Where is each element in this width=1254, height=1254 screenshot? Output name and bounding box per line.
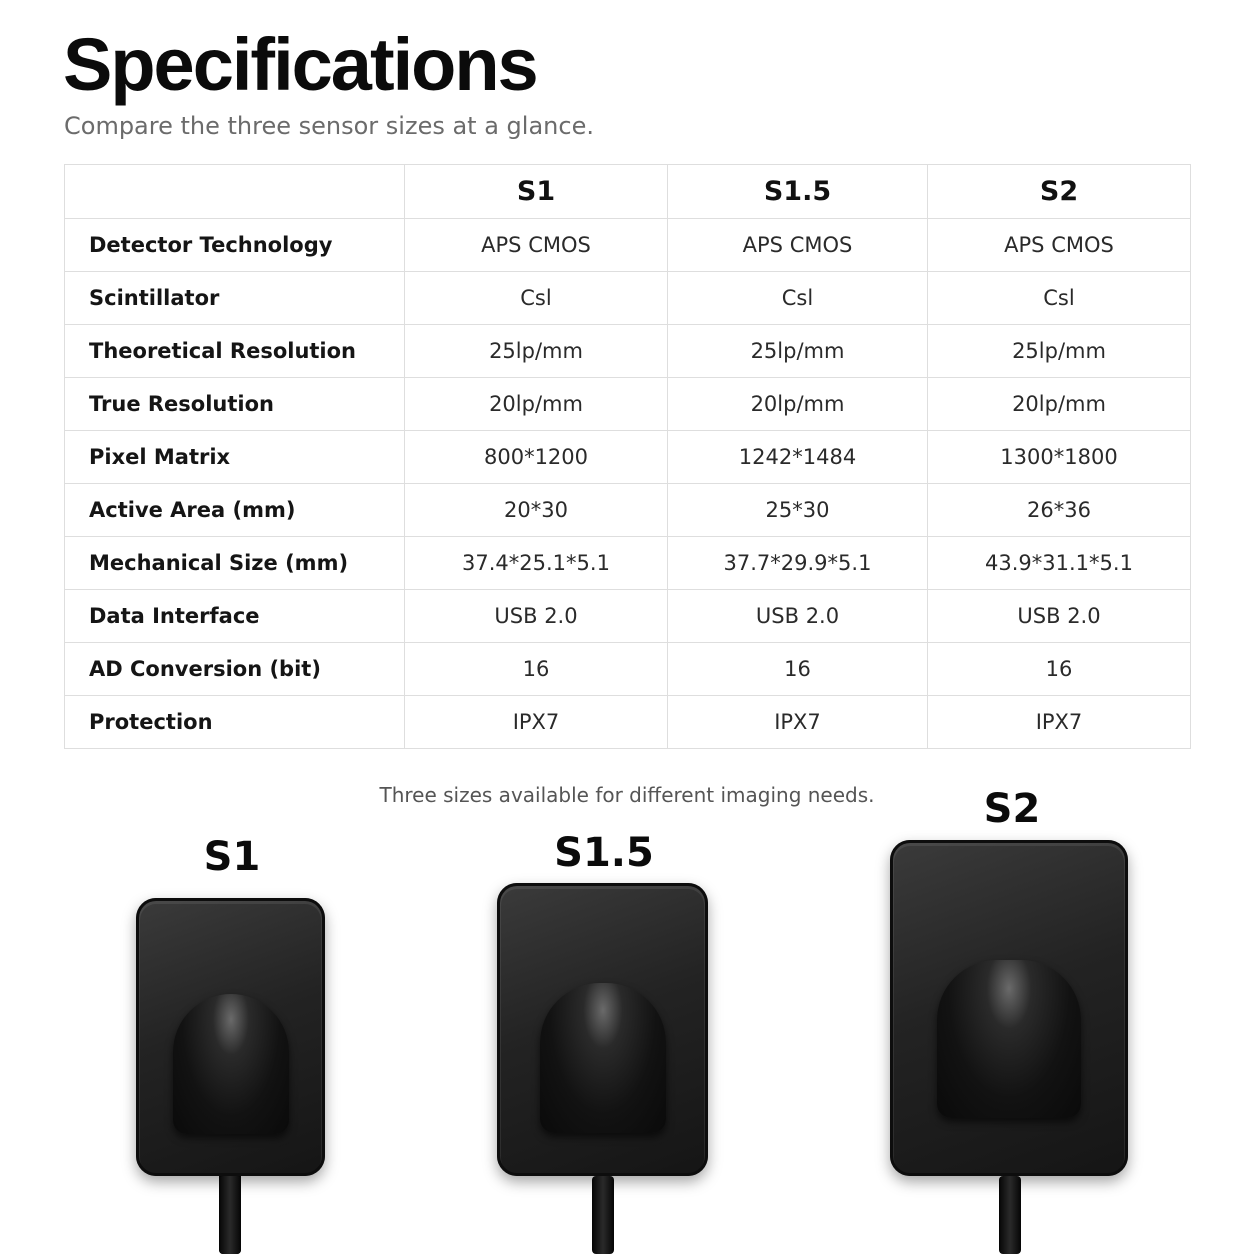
table-cell: IPX7 <box>668 696 928 749</box>
table-cell: IPX7 <box>928 696 1191 749</box>
row-label: Mechanical Size (mm) <box>65 537 405 590</box>
table-cell: APS CMOS <box>405 219 668 272</box>
table-cell: 16 <box>928 643 1191 696</box>
row-label: Detector Technology <box>65 219 405 272</box>
table-cell: 37.4*25.1*5.1 <box>405 537 668 590</box>
row-label: AD Conversion (bit) <box>65 643 405 696</box>
table-row <box>65 643 1191 696</box>
sensor-connector-s1 <box>173 994 289 1134</box>
table-cell: 16 <box>405 643 668 696</box>
table-row <box>65 325 1191 378</box>
table-cell: 37.7*29.9*5.1 <box>668 537 928 590</box>
sensor-cable-tail-s1 <box>219 1176 241 1254</box>
page-subtitle: Compare the three sensor sizes at a glance. <box>64 112 594 140</box>
table-cell: APS CMOS <box>668 219 928 272</box>
table-cell: USB 2.0 <box>405 590 668 643</box>
table-cell: 25lp/mm <box>928 325 1191 378</box>
table-cell: APS CMOS <box>928 219 1191 272</box>
row-label: Active Area (mm) <box>65 484 405 537</box>
table-row <box>65 431 1191 484</box>
sensor-connector-s2 <box>937 960 1081 1118</box>
sensor-image-s1-5 <box>497 883 708 1176</box>
row-label: Data Interface <box>65 590 405 643</box>
table-cell: 800*1200 <box>405 431 668 484</box>
table-row <box>65 378 1191 431</box>
sensor-label-s2: S2 <box>983 786 1041 832</box>
table-cell: Csl <box>928 272 1191 325</box>
table-row <box>65 590 1191 643</box>
table-cell: 1242*1484 <box>668 431 928 484</box>
table-row <box>65 696 1191 749</box>
table-cell: 20lp/mm <box>668 378 928 431</box>
table-cell: IPX7 <box>405 696 668 749</box>
table-cell: 16 <box>668 643 928 696</box>
table-cell: 25*30 <box>668 484 928 537</box>
sensor-cable-s2 <box>999 1176 1021 1254</box>
table-cell: 20*30 <box>405 484 668 537</box>
row-label: Scintillator <box>65 272 405 325</box>
column-header-s2: S2 <box>928 165 1191 219</box>
row-label: Pixel Matrix <box>65 431 405 484</box>
sensor-image-s1 <box>136 898 325 1176</box>
table-cell: 43.9*31.1*5.1 <box>928 537 1191 590</box>
table-cell: 20lp/mm <box>405 378 668 431</box>
table-row <box>65 272 1191 325</box>
column-header-empty <box>65 165 405 219</box>
sensor-cable-s1-5 <box>592 1176 614 1254</box>
sensor-connector-s1-5 <box>540 983 666 1133</box>
row-label: Protection <box>65 696 405 749</box>
table-row <box>65 537 1191 590</box>
table-cell: 26*36 <box>928 484 1191 537</box>
table-row <box>65 484 1191 537</box>
page-title: Specifications <box>63 23 537 106</box>
sensor-image-s2 <box>890 840 1128 1176</box>
column-header-s1: S1 <box>405 165 668 219</box>
table-cell: Csl <box>405 272 668 325</box>
table-cell: USB 2.0 <box>668 590 928 643</box>
table-header-row <box>65 165 1191 219</box>
sensor-label-s1-5: S1.5 <box>554 830 654 876</box>
table-cell: 20lp/mm <box>928 378 1191 431</box>
table-row <box>65 219 1191 272</box>
table-cell: 1300*1800 <box>928 431 1191 484</box>
table-cell: Csl <box>668 272 928 325</box>
spec-table <box>64 164 1191 749</box>
sensor-label-s1: S1 <box>203 834 261 880</box>
column-header-s1-5: S1.5 <box>668 165 928 219</box>
gallery-caption: Three sizes available for different imaging needs. <box>379 783 875 807</box>
table-cell: 25lp/mm <box>405 325 668 378</box>
table-cell: 25lp/mm <box>668 325 928 378</box>
table-cell: USB 2.0 <box>928 590 1191 643</box>
row-label: True Resolution <box>65 378 405 431</box>
row-label: Theoretical Resolution <box>65 325 405 378</box>
